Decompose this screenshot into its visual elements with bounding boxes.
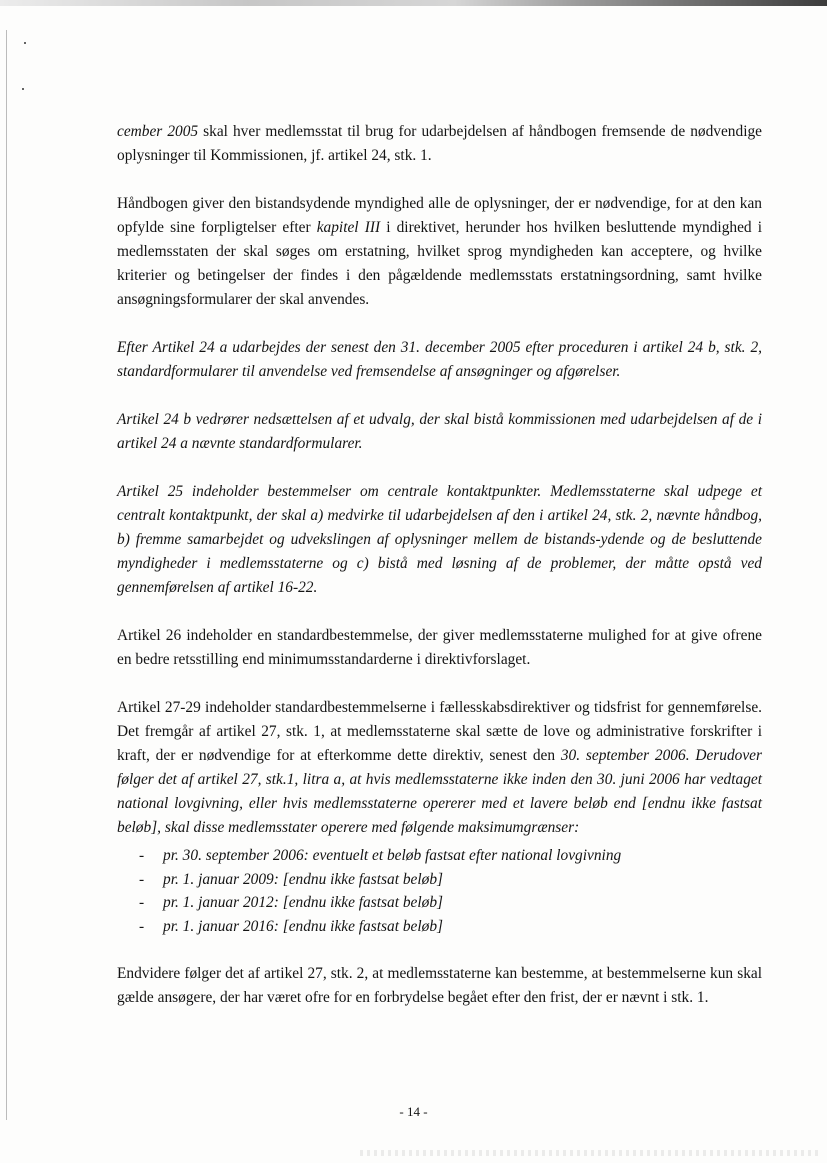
paragraph-7-italic-text: 30. september 2006. Derudover følger det af artikel 27, stk.1, litra a, at hvis medlemsstaterne ikke inden den 30. juni 2006 har vedtaget national lovgivning, eller hvis medlemsstaterne opererer med et lavere beløb end [endnu ikke fastsat beløb], skal disse medlemsstater operere med følgende maksimumgrænser: (117, 747, 762, 836)
list-item-text: pr. 1. januar 2009: [endnu ikke fastsat beløb] (163, 870, 444, 888)
paragraph-1 (117, 120, 762, 168)
paragraph-2-chapter-ref: kapitel III (316, 219, 381, 236)
paragraph-7 (117, 696, 762, 840)
page-number: - 14 - (399, 1104, 428, 1119)
list-item-text: pr. 1. januar 2012: [endnu ikke fastsat beløb] (163, 894, 444, 911)
document-body (117, 120, 762, 1034)
list-dash: - (139, 917, 145, 935)
list-dash: - (139, 847, 145, 864)
paragraph-2-text-b: i direktivet, herunder hos hvilken besluttende myndighed i medlemsstaten der skal søges om erstatning, hvilket sprog myndigheden kan acceptere, og hvilke kriterier og betingelser der findes i den pågældende medlemsstats erstatningsordning, samt hvilke ansøgningsformularer der skal anvendes. (117, 219, 763, 308)
paragraph-8: Endvidere følger det af artikel 27, stk. 2, at medlemsstaterne kan bestemme, at bestemmelserne kun skal gælde ansøgere, der har været ofre for en forbrydelse begået efter den frist, der er nævnt i stk. 1. (117, 965, 762, 1006)
scan-speck (24, 42, 26, 44)
paragraph-2-text-a: Håndbogen giver den bistandsydende myndighed alle de oplysninger, der er nødvendige, for at den kan opfylde sine forpligtelser efter (117, 195, 762, 236)
list-item (117, 868, 762, 892)
list-item-text: pr. 1. januar 2016: [endnu ikke fastsat beløb] (163, 917, 444, 935)
list-item (117, 915, 762, 939)
paragraph-1-date: cember 2005 (117, 123, 199, 140)
paragraph-3: Efter Artikel 24 a udarbejdes der senest den 31. december 2005 efter proceduren i artikel 24 b, stk. 2, standardformularer til anvendelse ved fremsendelse af ansøgninger og afgørelser. (117, 339, 762, 380)
deadline-list (117, 844, 762, 938)
list-dash: - (139, 870, 145, 888)
scan-left-edge (6, 30, 7, 1120)
paragraph-6: Artikel 26 indeholder en standardbestemmelse, der giver medlemsstaterne mulighed for at give ofrene en bedre retsstilling end minimumsstandarderne i direktivforslaget. (117, 627, 762, 668)
paragraph-4: Artikel 24 b vedrører nedsættelsen af et udvalg, der skal bistå kommissionen med udarbejdelsen af de i artikel 24 a nævnte standardformularer. (117, 411, 762, 452)
list-dash: - (139, 894, 145, 911)
scan-bottom-noise (360, 1150, 820, 1156)
paragraph-2 (117, 192, 762, 312)
paragraph-1-text: skal hver medlemsstat til brug for udarbejdelsen af håndbogen fremsende de nødvendige oplysninger til Kommissionen, jf. artikel 24, stk. 1. (117, 123, 763, 164)
list-item-text: pr. 30. september 2006: eventuelt et beløb fastsat efter national lovgivning (163, 847, 622, 864)
scan-speck (22, 88, 24, 90)
scan-top-edge (0, 0, 827, 6)
paragraph-5: Artikel 25 indeholder bestemmelser om centrale kontaktpunkter. Medlemsstaterne skal udpege et centralt kontaktpunkt, der skal a) medvirke til udarbejdelsen af den i artikel 24, stk. 2, nævnte håndbog, b) fremme samarbejdet og udvekslingen af oplysninger mellem de bistands-ydende og de besluttende myndigheder i medlemsstaterne og c) bistå med løsning af de problemer, der måtte opstå ved gennemførelsen af artikel 16-22. (117, 483, 762, 596)
paragraph-7-text: Artikel 27-29 indeholder standardbestemmelserne i fællesskabsdirektiver og tidsfrist for gennemførelse. Det fremgår af artikel 27, stk. 1, at medlemsstaterne skal sætte de love og administrative forskrifter i kraft, der er nødvendige for at efterkomme dette direktiv, senest den (117, 699, 762, 764)
list-item (117, 891, 762, 915)
list-item (117, 844, 762, 868)
